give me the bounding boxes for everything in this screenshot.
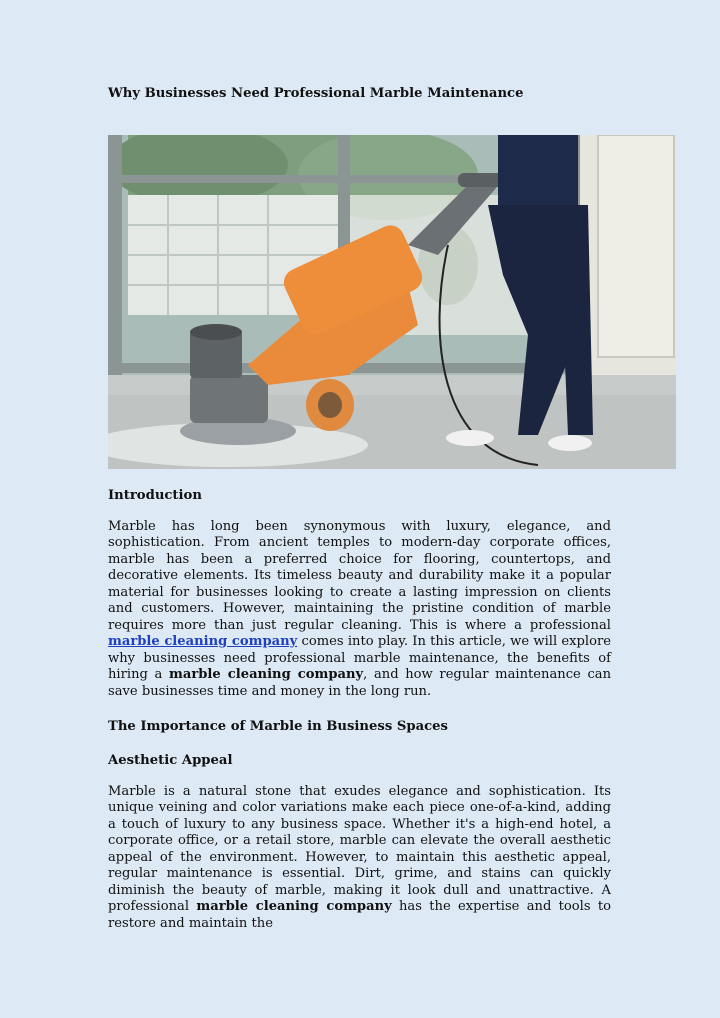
intro-text-3: , and how regular maintenance can save businesses time and money in the long run. (108, 667, 612, 699)
aesthetic-bold-term: marble cleaning company (196, 899, 392, 915)
aesthetic-text-1: Marble is a natural stone that exudes elegance and sophistication. Its unique veining and color variations make each piece one-of-a-kind, adding a touch of luxury to any business space. Whether it's a high-end hotel, a corporate office, or a retail store, marble can elevate the overall aesthetic appeal of the environment. However, to maintain this aesthetic appeal, regular maintenance is essential. Dirt, grime, and stains can quickly diminish the beauty of marble, making it look dull and unattractive. A professional (108, 784, 611, 915)
marble-floor-polishing-photo (108, 135, 676, 469)
heading-introduction: Introduction (108, 488, 202, 503)
document-title: Why Businesses Need Professional Marble Maintenance (108, 86, 524, 101)
aesthetic-text-2: has the expertise and tools to restore and maintain the (108, 899, 612, 931)
intro-bold-term: marble cleaning company (169, 667, 364, 683)
marble-cleaning-company-link[interactable]: marble cleaning company (108, 634, 298, 650)
intro-text-2: comes into play. In this article, we will explore why businesses need professional marble maintenance, the benefits of hiring a (108, 634, 612, 683)
paragraph-introduction (108, 519, 611, 700)
paragraph-aesthetic-appeal (108, 784, 611, 932)
intro-text-1: Marble has long been synonymous with luxury, elegance, and sophistication. From ancient temples to modern-day corporate offices, marble has been a preferred choice for flooring, countertops, and decorative elements. Its timeless beauty and durability make it a popular material for businesses looking to create a lasting impression on clients and customers. However, maintaining the pristine condition of marble requires more than just regular cleaning. This is where a professional (108, 519, 611, 633)
heading-importance: The Importance of Marble in Business Spaces (108, 719, 448, 734)
heading-aesthetic-appeal: Aesthetic Appeal (108, 753, 233, 768)
